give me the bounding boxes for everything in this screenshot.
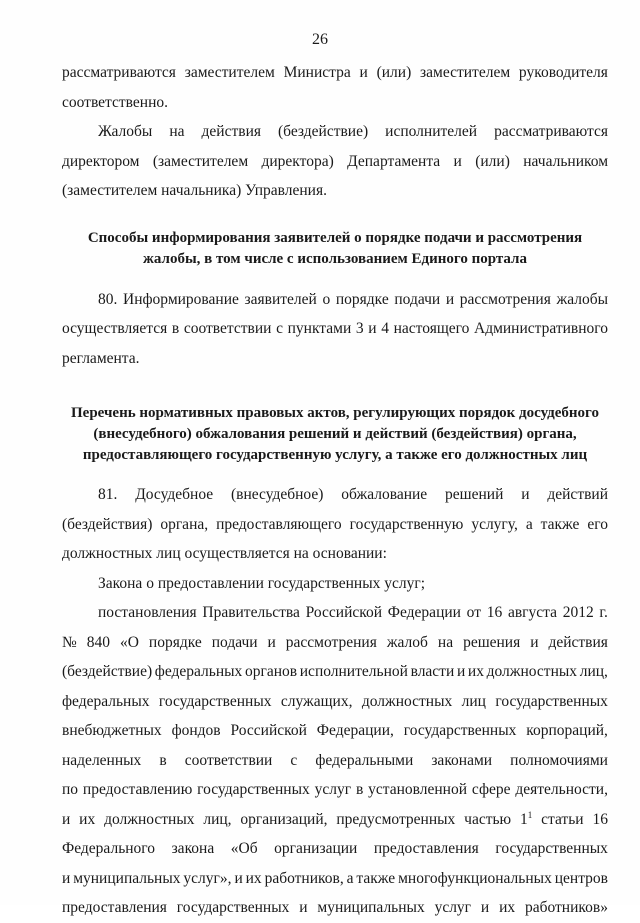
word: с (276, 320, 283, 337)
word: действия (548, 633, 608, 651)
text-line: (заместителем начальника) Управления. (62, 182, 327, 199)
word: (внесудебное) (231, 486, 324, 503)
document-body (62, 58, 608, 923)
word: заместителем (184, 64, 275, 81)
word: рассматриваются (62, 64, 176, 81)
word: предоставления (373, 840, 479, 857)
word: подачи (394, 290, 441, 308)
text-line (62, 598, 608, 628)
text-line: Закона о предоставлении государственных услуг; (98, 574, 426, 592)
word: постановления (98, 604, 197, 621)
word: также (540, 515, 580, 533)
word: заместителем (420, 64, 511, 81)
word: должностных (361, 692, 453, 710)
word: от (466, 604, 481, 621)
word: а (525, 515, 533, 533)
heading-line: (внесудебного) обжалования решений и действий (бездействия) органа, (93, 426, 577, 442)
word: и (234, 869, 243, 887)
word: государственную (349, 515, 464, 533)
word: настоящего (393, 320, 470, 337)
word: корпораций, (526, 722, 608, 739)
word: «Об (230, 840, 258, 857)
word: жалобы (556, 290, 608, 308)
word: Федерации (387, 604, 461, 621)
word: государственных (403, 722, 517, 739)
word: 2012 (562, 604, 594, 621)
word: и (267, 633, 276, 651)
word: предусмотренных (336, 810, 456, 828)
word: Российской (230, 722, 307, 739)
word: власти (410, 663, 455, 680)
text-line (62, 746, 608, 776)
word: услуг (434, 899, 472, 916)
word: Информирование (123, 290, 239, 308)
word: государственных (158, 692, 272, 710)
word: государственных (495, 840, 608, 857)
word: решений (445, 486, 504, 503)
word: и (521, 486, 530, 503)
section-heading-legal-acts (62, 403, 608, 466)
word: заявителей (244, 290, 317, 308)
word: исполнительной (299, 663, 408, 680)
heading-line: Способы информирования заявителей о порядке подачи и рассмотрения (87, 229, 583, 246)
text-line (62, 864, 608, 894)
word: рассмотрения (285, 633, 377, 651)
word: лиц, (579, 663, 608, 680)
word: муниципальных (73, 869, 181, 887)
word: их (245, 869, 262, 887)
word: осуществляется (62, 320, 168, 337)
word: услуг (314, 781, 352, 798)
paragraph-81 (62, 480, 608, 923)
text-line (62, 657, 608, 687)
word: статьи (541, 810, 584, 828)
word: органов (244, 663, 298, 680)
text-line (62, 510, 608, 540)
word: порядке (148, 633, 202, 651)
word: руководителя (518, 64, 608, 81)
word: (или) (376, 64, 412, 81)
word: г. (599, 604, 608, 621)
text-line (62, 893, 608, 923)
word: и (368, 320, 377, 337)
word: жалоб (386, 633, 428, 651)
word: (бездействия) (62, 515, 153, 533)
word: пунктами (287, 320, 352, 337)
word: (заместителем (152, 152, 249, 170)
text-line (62, 775, 608, 805)
word: и (480, 899, 490, 916)
spacer (62, 373, 608, 403)
word: Министра (283, 64, 351, 81)
word: их (499, 899, 516, 916)
word: 80. (98, 290, 118, 308)
word: в (171, 320, 180, 337)
word: «О (119, 633, 139, 651)
word: их (79, 810, 96, 828)
paragraph-complaints (62, 117, 608, 206)
word: Досудебное (135, 486, 214, 503)
word: 81. (98, 486, 118, 503)
word: услуг», (183, 869, 232, 887)
word: Федерации, (316, 722, 394, 739)
text-line: регламента. (62, 349, 140, 367)
word: фондов (171, 722, 221, 739)
text-line (62, 117, 608, 147)
word: многофункциональных (398, 869, 552, 887)
word: служащих, (280, 692, 353, 710)
word: лиц (461, 692, 486, 710)
word: в (355, 781, 364, 798)
text-line: должностных лиц осуществляется на основании: (62, 545, 387, 562)
word: Жалобы (98, 123, 153, 140)
text-line-with-footnote (62, 805, 608, 835)
word: и (62, 869, 71, 887)
word: рассматриваются (494, 123, 608, 140)
word: полномочиями (510, 751, 608, 769)
word: установленной (368, 781, 468, 798)
heading-line: Перечень нормативных правовых актов, регулирующих порядок досудебного (71, 405, 599, 421)
word: федеральными (315, 751, 414, 769)
word: № (62, 633, 77, 651)
text-line (62, 285, 608, 315)
word: внебюджетных (62, 722, 162, 739)
text-line (62, 834, 608, 864)
word: предоставляющего (216, 515, 342, 533)
paragraph-intro (62, 58, 608, 117)
word: его (587, 515, 608, 533)
word: подачи (211, 633, 258, 651)
word: деятельности, (515, 781, 608, 798)
word: предоставления (62, 899, 167, 916)
word: в (159, 751, 167, 769)
page-number: 26 (312, 31, 328, 48)
word: государственных (176, 899, 290, 916)
word: закона (171, 840, 215, 857)
word: сфере (471, 781, 511, 798)
word: 16 (592, 810, 608, 828)
spacer (62, 206, 608, 228)
word: государственных (197, 781, 310, 798)
word: Российской (305, 604, 383, 621)
word: о (322, 290, 331, 308)
word: и (299, 899, 308, 916)
word: законами (431, 751, 493, 769)
word: 16 (486, 604, 503, 621)
text-line (62, 687, 608, 717)
word: центров (554, 869, 608, 887)
text-line (62, 147, 608, 177)
word: с (290, 751, 298, 769)
word: также (356, 869, 396, 887)
section-heading-informing (62, 228, 608, 270)
word: Правительства (202, 604, 300, 621)
word: их (467, 663, 484, 680)
word: частью (464, 810, 512, 828)
word: муниципальных (317, 899, 425, 916)
word: 840 (86, 633, 111, 651)
word: лиц, (203, 810, 232, 828)
word: $1^1$ (520, 809, 533, 828)
word: (бездействие) (62, 663, 153, 680)
word: действия (201, 123, 261, 140)
word: 4 (381, 320, 389, 337)
word: директора) (261, 152, 334, 170)
word: услугу, (471, 515, 518, 533)
word: обжалование (341, 486, 428, 503)
word: работников, (264, 869, 344, 887)
word: соответствии (183, 320, 272, 337)
text-line (62, 58, 608, 88)
word: организации (274, 840, 358, 857)
word: организаций, (240, 810, 328, 828)
word: Федерального (62, 840, 156, 857)
word: на (437, 633, 454, 651)
word: должностных (486, 663, 578, 680)
word: 3 (355, 320, 364, 337)
word: исполнителей (385, 123, 478, 140)
heading-line: жалобы, в том числе с использованием Единого портала (143, 250, 527, 267)
word: должностных (104, 810, 195, 828)
spacer (62, 466, 608, 480)
text-line (62, 628, 608, 658)
word: соответствии (184, 751, 273, 769)
word: а (346, 869, 354, 887)
word: предоставлению (82, 781, 193, 798)
word: органа, (160, 515, 209, 533)
word: августа (507, 604, 557, 621)
word: и (445, 290, 455, 308)
word: (бездействие) (278, 123, 369, 140)
text-line (62, 716, 608, 746)
text-line (62, 314, 608, 344)
word: и (62, 810, 71, 828)
footnote-superscript: 1 (527, 809, 533, 820)
heading-line: предоставляющего государственную услугу, а также его должностных лиц (82, 447, 588, 463)
text-line (62, 480, 608, 510)
word: по (62, 781, 79, 798)
word: рассмотрения (459, 290, 551, 308)
word: наделенных (62, 751, 142, 769)
word: Департамента (347, 152, 441, 170)
word: государственных (495, 692, 608, 710)
spacer (62, 270, 608, 285)
word: действий (547, 486, 608, 503)
word: решения (463, 633, 521, 651)
word: федеральных (62, 692, 150, 710)
word: Административного (474, 320, 608, 337)
word: (или) (475, 152, 510, 170)
word: и (359, 64, 368, 81)
word: и (456, 663, 466, 680)
word: работников» (524, 899, 608, 916)
word: на (169, 123, 185, 140)
word: и (453, 152, 462, 170)
text-line: соответственно. (62, 93, 168, 111)
word: начальником (523, 152, 608, 170)
word: федеральных (154, 663, 243, 680)
word: порядке (335, 290, 389, 308)
word: и (530, 633, 539, 651)
paragraph-80 (62, 285, 608, 374)
word: директором (62, 152, 140, 170)
